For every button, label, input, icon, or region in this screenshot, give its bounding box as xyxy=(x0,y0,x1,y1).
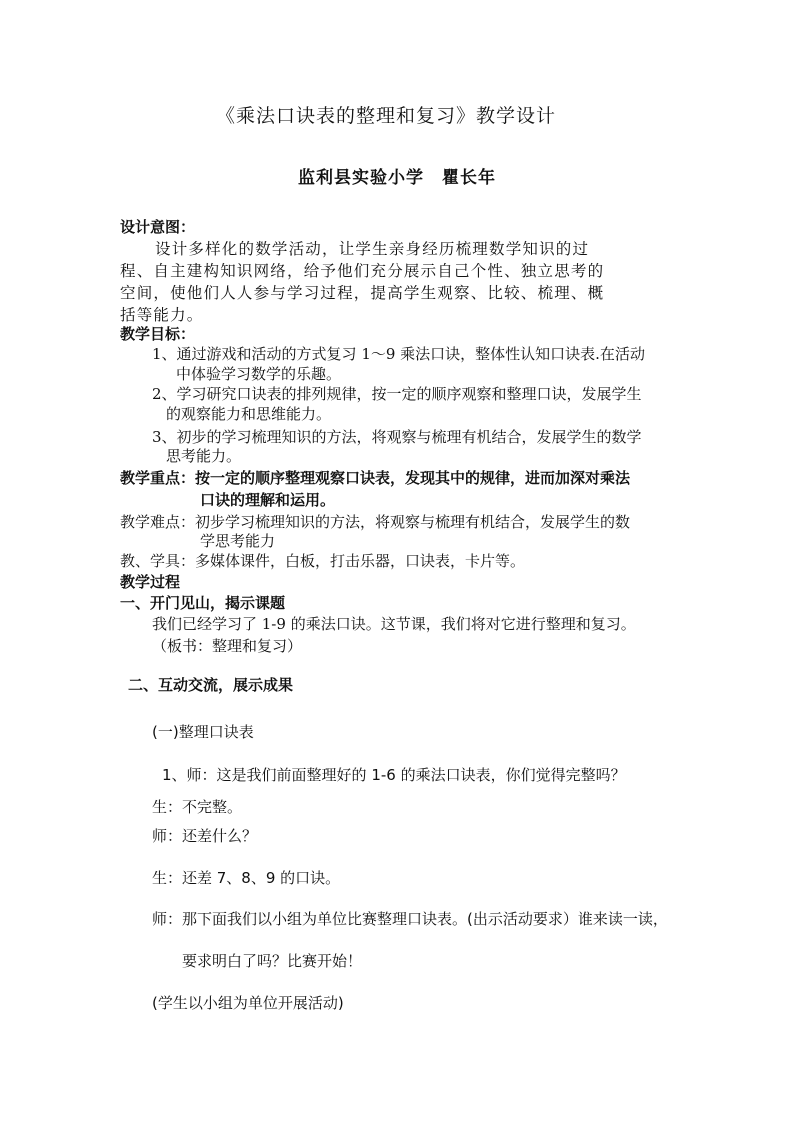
objective-line: 思考能力。 xyxy=(166,447,242,465)
author-line: 监利县实验小学 瞿长年 xyxy=(298,168,496,188)
dialogue-line: 要求明白了吗？比赛开始！ xyxy=(182,952,363,970)
objective-line: 2、学习研究口诀表的排列规律，按一定的顺序观察和整理口诀，发展学生 xyxy=(152,385,642,403)
design-intent-heading: 设计意图： xyxy=(120,218,196,236)
design-intent-line: 设计多样化的数学活动，让学生亲身经历梳理数学知识的过 xyxy=(155,240,590,258)
section2-heading: 二、互动交流，展示成果 xyxy=(128,676,294,694)
objective-line: 1、通过游戏和活动的方式复习 1～9 乘法口诀，整体性认知口诀表.在活动 xyxy=(152,345,645,363)
section2-subheading: (一)整理口诀表 xyxy=(152,723,254,741)
teaching-tools: 教、学具：多媒体课件，白板，打击乐器，口诀表，卡片等。 xyxy=(120,552,526,570)
objective-line: 3、初步的学习梳理知识的方法，将观察与梳理有机结合，发展学生的数学 xyxy=(152,428,642,446)
key-point-line: 教学重点：按一定的顺序整理观察口诀表，发现其中的规律，进而加深对乘法 xyxy=(120,469,631,487)
objective-line: 中体验学习数学的乐趣。 xyxy=(176,365,342,383)
key-point-line: 口诀的理解和运用。 xyxy=(200,491,336,509)
section1-line: （板书：整理和复习） xyxy=(152,637,303,655)
objective-line: 的观察能力和思维能力。 xyxy=(166,405,332,423)
dialogue-line: 师：那下面我们以小组为单位比赛整理口诀表。(出示活动要求）谁来读一读， xyxy=(152,910,668,928)
dialogue-line: (学生以小组为单位开展活动) xyxy=(152,994,344,1012)
difficulty-line: 学思考能力 xyxy=(200,532,276,550)
document-title: 《乘法口诀表的整理和复习》教学设计 xyxy=(216,105,557,127)
dialogue-line: 1、师：这是我们前面整理好的 1-6 的乘法口诀表，你们觉得完整吗？ xyxy=(162,766,626,784)
design-intent-line: 括等能力。 xyxy=(120,306,204,324)
difficulty-line: 教学难点：初步学习梳理知识的方法，将观察与梳理有机结合，发展学生的数 xyxy=(120,513,631,531)
dialogue-line: 生：还差 7、8、9 的口诀。 xyxy=(152,869,341,887)
objectives-heading: 教学目标： xyxy=(120,325,196,343)
dialogue-line: 生：不完整。 xyxy=(152,798,243,816)
design-intent-line: 空间，使他们人人参与学习过程，提高学生观察、比较、梳理、概 xyxy=(120,284,605,302)
design-intent-line: 程、自主建构知识网络，给予他们充分展示自己个性、独立思考的 xyxy=(120,262,605,280)
dialogue-line: 师：还差什么？ xyxy=(152,827,258,845)
process-heading: 教学过程 xyxy=(120,573,181,591)
section1-heading: 一、开门见山，揭示课题 xyxy=(120,594,286,612)
section1-line: 我们已经学习了 1-9 的乘法口诀。这节课，我们将对它进行整理和复习。 xyxy=(152,615,636,633)
